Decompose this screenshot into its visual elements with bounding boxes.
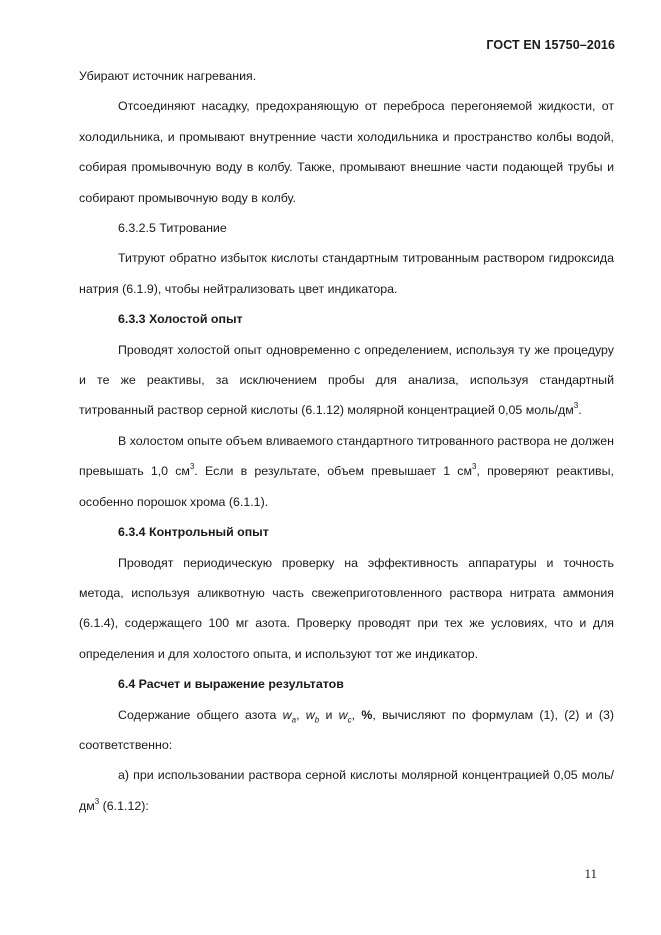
superscript-3: 3 <box>189 462 195 472</box>
paragraph-disconnect-nozzle: Отсоединяют насадку, предохраняющую от переброса перегоняемой жидкости, от холодильника, и промывают внутренние части холодильника и пространство колбы водой, собирая промывочную воду в колбу. Также, промывают внешние части подающей трубы и собирают промывочную воду в колбу. <box>79 99 614 205</box>
paragraph-remove-heat: Убирают источник нагревания. <box>79 69 257 83</box>
section-heading-6-3-4: 6.3.4 Контрольный опыт <box>118 525 269 540</box>
blank-volume-text-c: , проверяют реактивы, особенно порошок хрома (6.1.1). <box>79 464 614 509</box>
variable-w-b: $w_b$ <box>305 707 320 724</box>
superscript-3: 3 <box>472 462 477 472</box>
percent-symbol: % <box>361 707 373 722</box>
nitrogen-text-b: , вычисляют по формулам (1), (2) и (3) соответственно: <box>79 707 614 752</box>
blank-test-text: Проводят холостой опыт одновременно с определением, используя ту же процедуру и те же реактивы, за исключением пробы для анализа, используя стандартный титрованный раствор серной кислоты (6.1.12) молярной концентрацией 0,05 моль/дм <box>79 342 614 418</box>
paragraph-blank-test <box>79 335 614 426</box>
period: . <box>578 403 582 418</box>
superscript-3: 3 <box>94 796 100 806</box>
paragraph-titration: Титруют обратно избыток кислоты стандартным титрованным раствором гидроксида натрия (6.1.9), чтобы нейтрализовать цвет индикатора. <box>79 251 614 296</box>
section-heading-6-3-3: 6.3.3 Холостой опыт <box>118 312 243 327</box>
variable-w-c: $w_c$ <box>338 707 352 724</box>
paragraph-control-test: Проводят периодическую проверку на эффективность аппаратуры и точность метода, используя аликвотную часть свежеприготовленного раствора нитрата аммония (6.1.4), содержащего 100 мг азота. Проверку проводят при тех же условиях, что и для определения и для холостого опыта, и используют тот же индикатор. <box>79 555 614 661</box>
sulfuric-text-a: а) при использовании раствора серной кислоты молярной концентрацией 0,05 моль/дм <box>79 768 614 813</box>
nitrogen-text-a: Содержание общего азота <box>118 707 283 722</box>
variable-w-a: $w_a$ <box>282 707 297 724</box>
document-code-header: ГОСТ EN 15750–2016 <box>486 38 615 52</box>
section-heading-6-4: 6.4 Расчет и выражение результатов <box>118 677 344 692</box>
blank-volume-text-b: . Если в результате, объем превышает 1 см <box>194 464 473 479</box>
paragraph-blank-volume <box>79 426 614 517</box>
paragraph-nitrogen-content: Содержание общего азота $w_a$, $w_b$ и $w_c$, %, вычисляют по формулам (1), (2) и (3) соответственно: <box>79 707 614 752</box>
paragraph-sulfuric-acid-case <box>79 760 614 821</box>
page-number: 11 <box>584 866 597 881</box>
document-body <box>79 61 614 821</box>
blank-volume-text-a: В холостом опыте объем вливаемого стандартного титрованного раствора не должен превышать 1,0 см <box>79 433 614 479</box>
superscript-3: 3 <box>573 401 579 411</box>
sulfuric-text-b: (6.1.12): <box>99 798 149 813</box>
section-heading-6-3-2-5: 6.3.2.5 Титрование <box>118 221 227 236</box>
